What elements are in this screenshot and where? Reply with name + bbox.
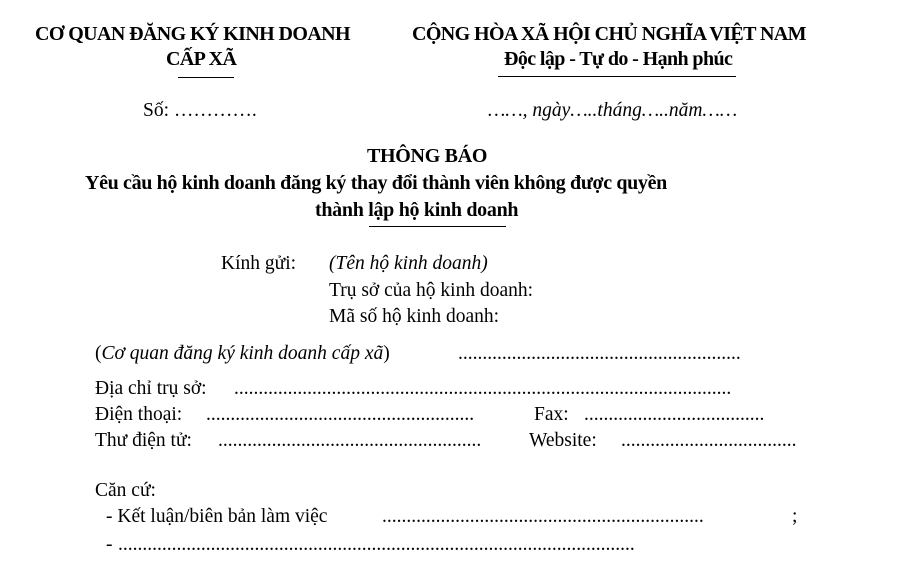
agency-info-row	[95, 343, 390, 365]
basis-item-2-prefix: -	[106, 534, 113, 555]
national-motto: Độc lập - Tự do - Hạnh phúc	[504, 48, 733, 70]
document-number: Số: ………….	[143, 100, 257, 121]
title-underline	[369, 226, 506, 227]
national-title: CỘNG HÒA XÃ HỘI CHỦ NGHĨA VIỆT NAM	[412, 23, 806, 45]
website-label: Website:	[529, 430, 597, 451]
basis-item-2-dots: ..........................................................................................................	[118, 534, 635, 555]
recipient-name: (Tên hộ kinh doanh)	[329, 253, 488, 274]
email-label: Thư điện tử:	[95, 430, 192, 451]
phone-label: Điện thoại:	[95, 404, 183, 425]
date-line: ……, ngày…..tháng…..năm……	[488, 100, 738, 121]
agency-name-line1: CƠ QUAN ĐĂNG KÝ KINH DOANH	[35, 23, 350, 45]
basis-item-1	[106, 506, 327, 528]
motto-underline	[498, 76, 736, 77]
basis-item-1-dots: ..................................................................	[382, 506, 704, 527]
basis-label: Căn cứ:	[95, 480, 156, 501]
fax-label: Fax:	[534, 404, 569, 425]
recipient-code-label: Mã số hộ kinh doanh:	[329, 306, 500, 327]
notice-title: THÔNG BÁO	[367, 145, 488, 167]
agency-name-line2: CẤP XÃ	[166, 48, 237, 70]
notice-subtitle-line1: Yêu cầu hộ kinh doanh đăng ký thay đổi thành viên không được quyền	[85, 172, 667, 194]
basis-item-prefix: -	[106, 506, 118, 527]
fax-dots: .....................................	[584, 404, 765, 425]
open-paren: (	[95, 343, 102, 364]
address-label: Địa chỉ trụ sở:	[95, 378, 207, 399]
recipient-label: Kính gửi:	[221, 253, 297, 274]
basis-item-text: Kết luận/biên bản làm việc	[117, 506, 328, 527]
address-dots: ......................................................................................................	[234, 378, 732, 399]
close-paren: )	[383, 343, 390, 364]
recipient-address-label: Trụ sở của hộ kinh doanh:	[329, 280, 534, 301]
basis-item-1-suffix: ;	[792, 506, 798, 527]
agency-name-placeholder: Cơ quan đăng ký kinh doanh cấp xã	[101, 343, 384, 364]
website-dots: ....................................	[621, 430, 797, 451]
email-dots: ......................................................	[218, 430, 482, 451]
agency-underline	[178, 77, 234, 78]
phone-dots: .......................................................	[206, 404, 475, 425]
notice-subtitle-line2: thành lập hộ kinh doanh	[315, 199, 519, 221]
agency-name-dots: ..........................................................	[458, 343, 741, 364]
